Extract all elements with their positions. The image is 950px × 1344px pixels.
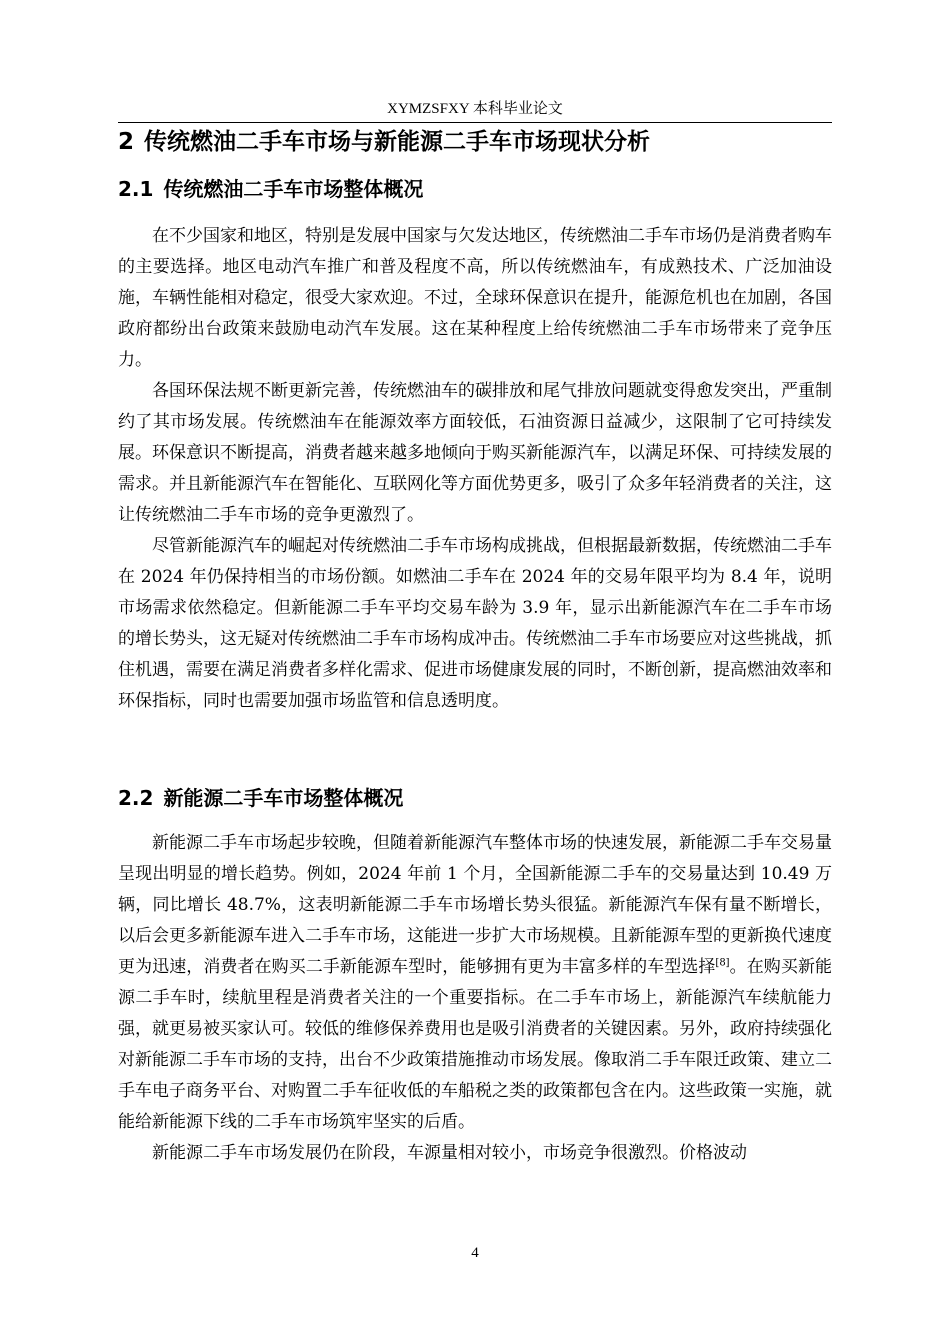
section-number: 2.2 (118, 786, 154, 810)
section-2-1-body (118, 221, 832, 717)
paragraph (118, 828, 832, 1138)
chapter-heading (118, 126, 650, 158)
header-rule (118, 122, 832, 123)
section-title: 新能源二手车市场整体概况 (163, 786, 404, 810)
paragraph: 在不少国家和地区，特别是发展中国家与欠发达地区，传统燃油二手车市场仍是消费者购车的主要选择。地区电动汽车推广和普及程度不高，所以传统燃油车，有成熟技术、广泛加油设施，车辆性能相对稳定，很受大家欢迎。不过，全球环保意识在提升，能源危机也在加剧，各国政府都纷出台政策来鼓励电动汽车发展。这在某种程度上给传统燃油二手车市场带来了竞争压力。 (118, 226, 832, 370)
chapter-title: 传统燃油二手车市场与新能源二手车市场现状分析 (144, 129, 651, 155)
citation-ref: [8] (715, 957, 730, 969)
paragraph-text: 。在购买新能源二手车时，续航里程是消费者关注的一个重要指标。在二手车市场上，新能源汽车续航能力强，就更易被买家认可。较低的维修保养费用也是吸引消费者的关键因素。另外，政府持续强化对新能源二手车市场的支持，出台不少政策措施推动市场发展。像取消二手车限迁政策、建立二手车电子商务平台、对购置二手车征收低的车船税之类的政策都包含在内。这些政策一实施，就能给新能源下线的二手车市场筑牢坚实的后盾。 (118, 957, 833, 1132)
section-number: 2.1 (118, 177, 154, 201)
page-number: 4 (471, 1245, 479, 1261)
running-header: XYMZSFXY 本科毕业论文 (387, 101, 563, 117)
chapter-number: 2 (118, 129, 135, 155)
section-title: 传统燃油二手车市场整体概况 (163, 177, 424, 201)
paragraph: 新能源二手车市场发展仍在阶段，车源量相对较小，市场竞争很激烈。价格波动 (152, 1143, 747, 1163)
section-2-2-body (118, 828, 832, 1169)
paragraph-text: 新能源二手车市场起步较晚，但随着新能源汽车整体市场的快速发展，新能源二手车交易量呈现出明显的增长趋势。例如，2024 年前 1 个月，全国新能源二手车的交易量达到 10.49 万辆，同比增长 48.7%，这表明新能源二手车市场增长势头很猛。新能源汽车保有量不断增长，以后会更多新能源车进入二手车市场，这能进一步扩大市场规模。且新能源车型的更新换代速度更为迅速，消费者在购买二手新能源车型时，能够拥有更为丰富多样的车型选择 (118, 833, 832, 977)
paragraph: 各国环保法规不断更新完善，传统燃油车的碳排放和尾气排放问题就变得愈发突出，严重制约了其市场发展。传统燃油车在能源效率方面较低，石油资源日益减少，这限制了它可持续发展。环保意识不断提高，消费者越来越多地倾向于购买新能源汽车，以满足环保、可持续发展的需求。并且新能源汽车在智能化、互联网化等方面优势更多，吸引了众多年轻消费者的关注，这让传统燃油二手车市场的竞争更激烈了。 (118, 381, 832, 525)
paragraph: 尽管新能源汽车的崛起对传统燃油二手车市场构成挑战，但根据最新数据，传统燃油二手车在 2024 年仍保持相当的市场份额。如燃油二手车在 2024 年的交易年限平均为 8.4 年，说明市场需求依然稳定。但新能源二手车平均交易车龄为 3.9 年，显示出新能源汽车在二手车市场的增长势头，这无疑对传统燃油二手车市场构成冲击。传统燃油二手车市场要应对这些挑战，抓住机遇，需要在满足消费者多样化需求、促进市场健康发展的同时，不断创新，提高燃油效率和环保指标，同时也需要加强市场监管和信息透明度。 (118, 536, 832, 711)
section-heading-2-2 (118, 784, 403, 812)
section-heading-2-1 (118, 175, 423, 203)
